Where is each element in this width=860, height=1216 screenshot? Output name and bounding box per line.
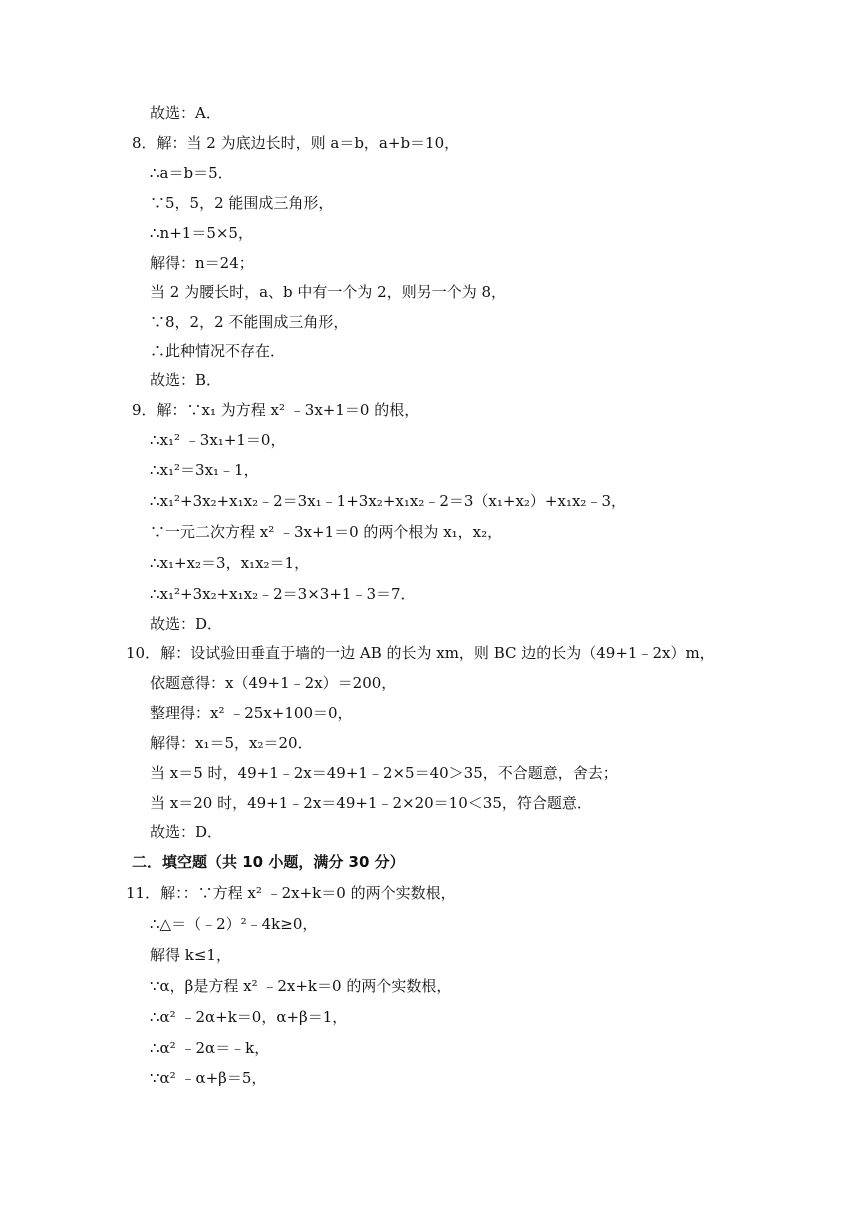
text-line: ∴α² ﹣2α＝﹣k， bbox=[150, 1039, 270, 1057]
text-line: ∴△＝（﹣2）²﹣4k≥0， bbox=[150, 915, 318, 933]
text-line: 解得：n＝24； bbox=[150, 254, 254, 272]
problem-9-heading: 9．解：∵x₁ 为方程 x² ﹣3x+1＝0 的根， bbox=[132, 401, 420, 419]
text-line: ∵α，β是方程 x² ﹣2x+k＝0 的两个实数根， bbox=[150, 977, 452, 995]
text-line: 解得 k≤1， bbox=[150, 946, 231, 964]
problem-10-heading: 10．解：设试验田垂直于墙的一边 AB 的长为 xm，则 BC 边的长为（49+1﹣2x）m， bbox=[126, 644, 715, 662]
text-line: 当 x＝5 时，49+1﹣2x＝49+1﹣2×5＝40＞35，不合题意，舍去； bbox=[150, 764, 618, 782]
text-line: ∴x₁² ﹣3x₁+1＝0， bbox=[150, 431, 286, 449]
text-line: 依题意得：x（49+1﹣2x）＝200， bbox=[150, 674, 397, 692]
text-line: 当 x＝20 时，49+1﹣2x＝49+1﹣2×20＝10＜35，符合题意． bbox=[150, 794, 592, 812]
text-line: 当 2 为腰长时，a、b 中有一个为 2，则另一个为 8， bbox=[150, 283, 507, 301]
text-line: 故选：B． bbox=[150, 371, 222, 389]
text-line: 故选：D． bbox=[150, 615, 223, 633]
text-line: 故选：A． bbox=[150, 104, 221, 122]
text-line: ∵一元二次方程 x² ﹣3x+1＝0 的两个根为 x₁，x₂， bbox=[150, 523, 503, 541]
text-line: ∴此种情况不存在． bbox=[150, 342, 286, 360]
text-line: ∴α² ﹣2α+k＝0，α+β＝1， bbox=[150, 1008, 348, 1026]
section-heading: 二．填空题（共 10 小题，满分 30 分） bbox=[132, 853, 405, 871]
text-line: ∵α² ﹣α+β＝5， bbox=[150, 1069, 267, 1087]
text-line: 故选：D． bbox=[150, 823, 223, 841]
problem-11-heading: 11．解：：∵方程 x² ﹣2x+k＝0 的两个实数根， bbox=[126, 884, 456, 902]
text-line: ∴x₁²+3x₂+x₁x₂﹣2＝3×3+1﹣3＝7． bbox=[150, 585, 416, 603]
text-line: 整理得：x² ﹣25x+100＝0， bbox=[150, 704, 353, 722]
text-line: ∴n+1＝5×5， bbox=[150, 224, 253, 242]
text-line: ∴x₁²＝3x₁﹣1， bbox=[150, 461, 259, 479]
text-line: ∴x₁+x₂＝3，x₁x₂＝1， bbox=[150, 554, 310, 572]
text-line: ∵5，5，2 能围成三角形， bbox=[150, 194, 334, 212]
text-line: ∵8，2，2 不能围成三角形， bbox=[150, 313, 349, 331]
text-line: 解得：x₁＝5，x₂＝20． bbox=[150, 734, 313, 752]
problem-8-heading: 8．解：当 2 为底边长时，则 a＝b，a+b＝10， bbox=[132, 134, 460, 152]
text-line: ∴a＝b＝5． bbox=[150, 164, 233, 182]
text-line: ∴x₁²+3x₂+x₁x₂﹣2＝3x₁﹣1+3x₂+x₁x₂﹣2＝3（x₁+x₂）+x₁x₂﹣3， bbox=[150, 492, 626, 510]
